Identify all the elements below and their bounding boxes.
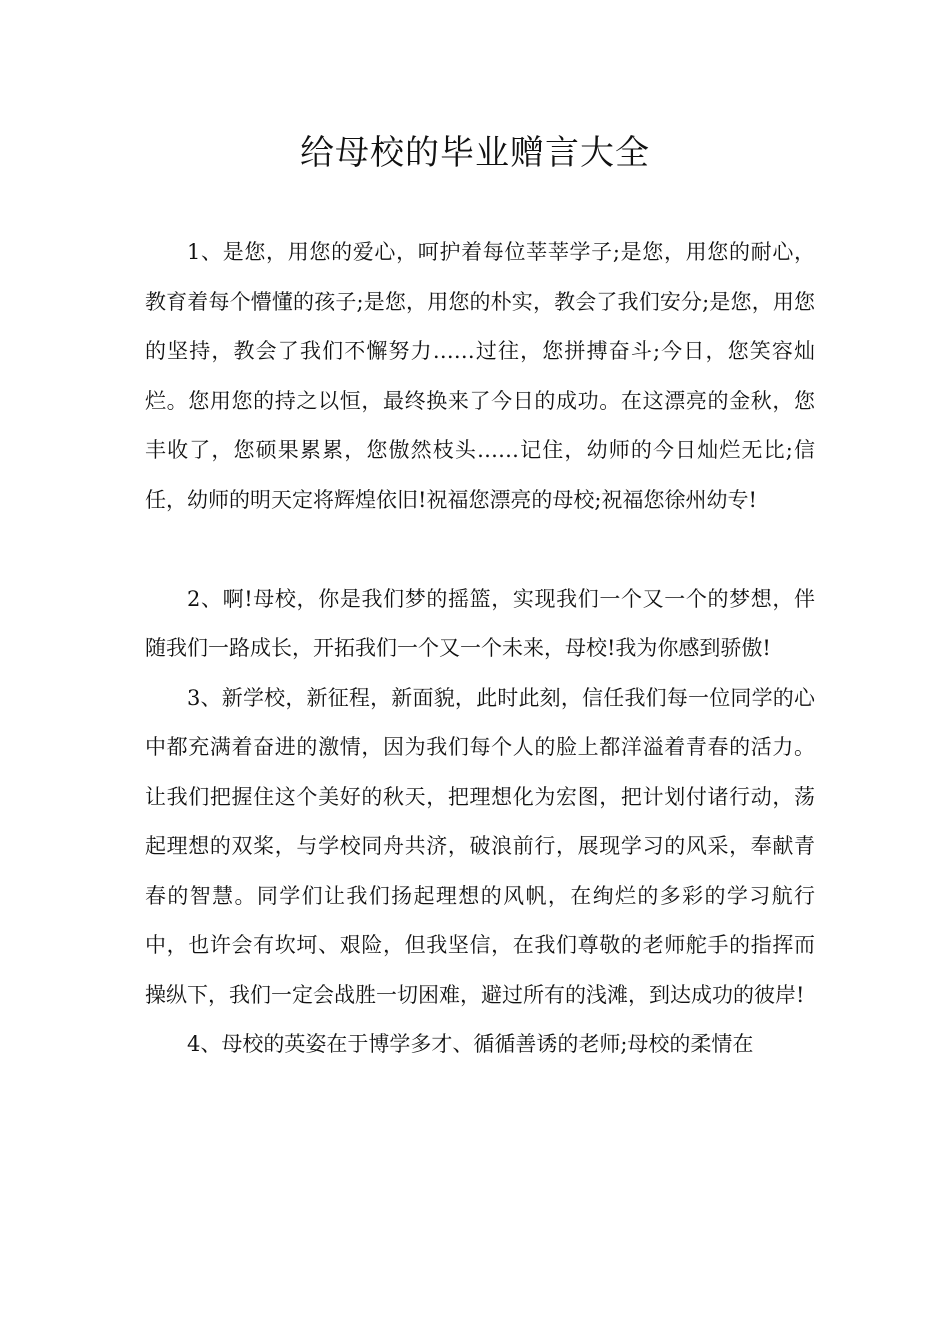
paragraph-4: 4、母校的英姿在于博学多才、循循善诱的老师;母校的柔情在 xyxy=(187,1032,754,1056)
paragraph-gap xyxy=(145,525,815,575)
paragraph-3: 3、新学校，新征程，新面貌，此时此刻，信任我们每一位同学的心中都充满着奋进的激情，因为我们每个人的脸上都洋溢着青春的活力。让我们把握住这个美好的秋天，把理想化为宏图，把计划付诸行动，荡起理想的双桨，与学校同舟共济，破浪前行，展现学习的风采，奉献青春的智慧。同学们让我们扬起理想的风帆，在绚烂的多彩的学习航行中，也许会有坎坷、艰险，但我坚信，在我们尊敬的老师舵手的指挥而操纵下，我们一定会战胜一切困难，避过所有的浅滩，到达成功的彼岸! xyxy=(145,685,815,1007)
document-title: 给母校的毕业赠言大全 xyxy=(300,133,650,173)
paragraph-2: 2、啊!母校，你是我们梦的摇篮，实现我们一个又一个的梦想，伴随我们一路成长，开拓我们一个又一个未来，母校!我为你感到骄傲! xyxy=(145,586,815,660)
document-body xyxy=(145,228,815,1070)
paragraph-1: 1、是您，用您的爱心，呵护着每位莘莘学子;是您，用您的耐心，教育着每个懵懂的孩子;是您，用您的朴实，教会了我们安分;是您，用您的坚持，教会了我们不懈努力……过往，您拼搏奋斗;今日，您笑容灿烂。您用您的持之以恒，最终换来了今日的成功。在这漂亮的金秋，您丰收了，您硕果累累，您傲然枝头……记住，幼师的今日灿烂无比;信任，幼师的明天定将辉煌依旧!祝福您漂亮的母校;祝福您徐州幼专! xyxy=(145,240,815,512)
